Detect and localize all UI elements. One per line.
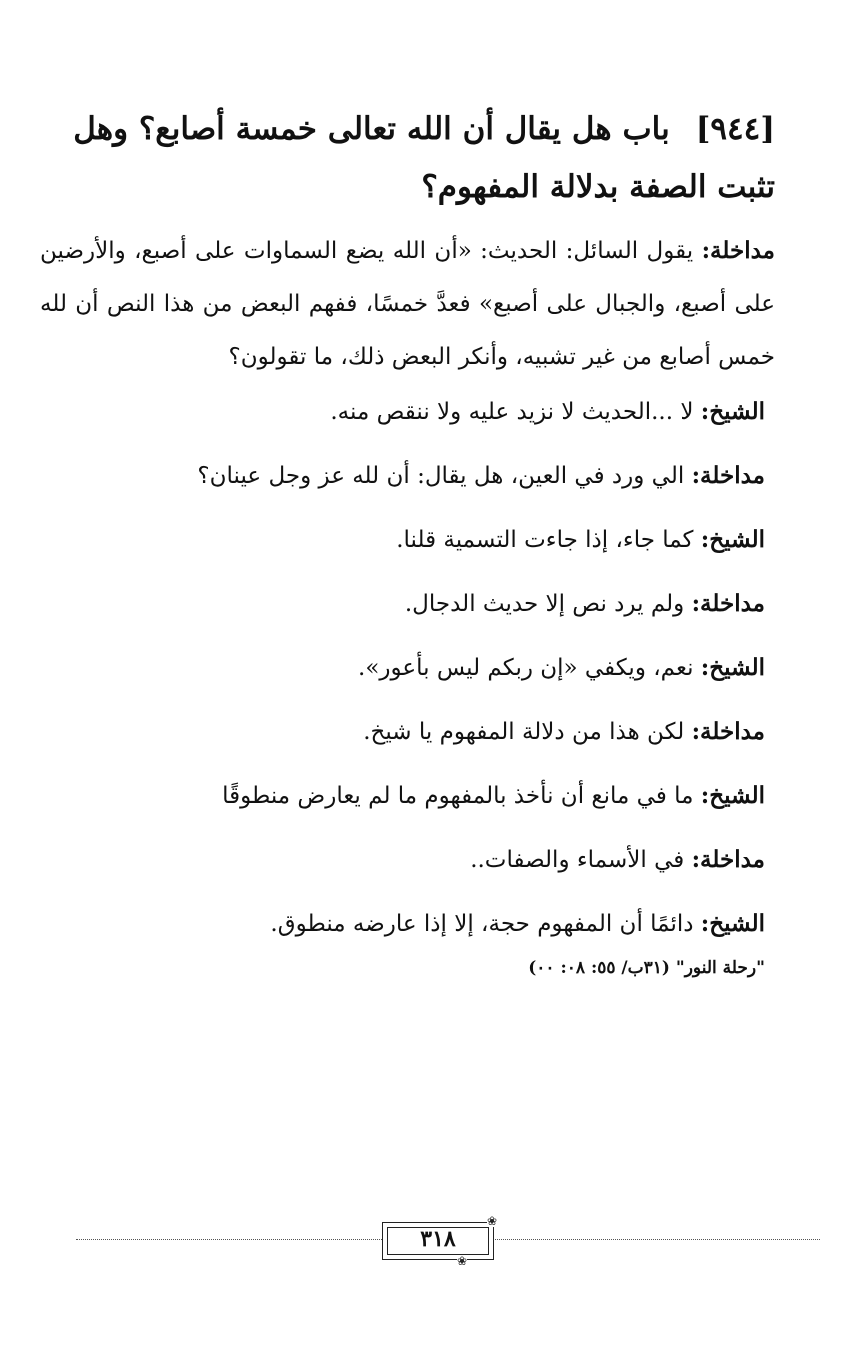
dialogue-text: نعم، ويكفي «إن ربكم ليس بأعور».	[358, 655, 701, 681]
dialogue-line	[115, 644, 765, 708]
speaker-label: مداخلة:	[691, 718, 765, 745]
dialogue-line	[115, 772, 765, 836]
dialogue-text: لا ...الحديث لا نزيد عليه ولا ننقص منه.	[330, 399, 701, 425]
dialogue-line	[115, 580, 765, 644]
page-number-frame	[382, 1214, 497, 1268]
dialogue-text: دائمًا أن المفهوم حجة، إلا إذا عارضه منطوق.	[270, 911, 701, 937]
page-number: ٣١٨	[420, 1226, 456, 1252]
speaker-label: الشيخ:	[700, 782, 765, 809]
dialogue-line	[115, 836, 765, 900]
dialogue-line	[115, 516, 765, 580]
dialogue-text: كما جاء، إذا جاءت التسمية قلنا.	[396, 527, 701, 553]
speaker-label: مداخلة:	[691, 590, 765, 617]
speaker-label: الشيخ:	[700, 526, 765, 553]
floral-ornament-icon: ❀	[486, 1214, 497, 1228]
speaker-label: مداخلة:	[691, 846, 765, 873]
source-citation: "رحلة النور" (٣١ب/ ٥٥: ٠٨: ٠٠)	[528, 958, 765, 978]
question-text: يقول السائل: الحديث: «أن الله يضع السماوات على أصبع، والأرضين على أصبع، والجبال على أصبع» فعدَّ خمسًا، ففهم البعض من هذا النص أن لله خمس أصابع من غير تشبيه، وأنكر البعض ذلك، ما تقولون؟	[40, 238, 775, 370]
dialogue-line	[115, 388, 765, 452]
chapter-number: [٩٤٤]	[695, 111, 775, 147]
dialogue-text: الي ورد في العين، هل يقال: أن لله عز وجل عينان؟	[197, 463, 692, 489]
chapter-heading	[55, 100, 775, 216]
speaker-label: مداخلة:	[691, 462, 765, 489]
dialogue-line	[115, 708, 765, 772]
speaker-label: الشيخ:	[700, 910, 765, 937]
speaker-label: الشيخ:	[700, 398, 765, 425]
chapter-title: باب هل يقال أن الله تعالى خمسة أصابع؟ وهل تثبت الصفة بدلالة المفهوم؟	[73, 111, 775, 205]
dialogue-line	[115, 452, 765, 516]
question-paragraph	[40, 224, 775, 384]
speaker-label: الشيخ:	[700, 654, 765, 681]
speaker-label: مداخلة:	[701, 237, 775, 264]
dialogue-text: لكن هذا من دلالة المفهوم يا شيخ.	[363, 719, 692, 745]
dialogue-list	[115, 388, 765, 964]
dialogue-line	[115, 900, 765, 964]
dialogue-text: ولم يرد نص إلا حديث الدجال.	[404, 591, 692, 617]
floral-ornament-icon: ❀	[457, 1254, 468, 1268]
dialogue-text: ما في مانع أن نأخذ بالمفهوم ما لم يعارض منطوقًا	[222, 783, 701, 809]
dialogue-text: في الأسماء والصفات..	[470, 847, 692, 873]
